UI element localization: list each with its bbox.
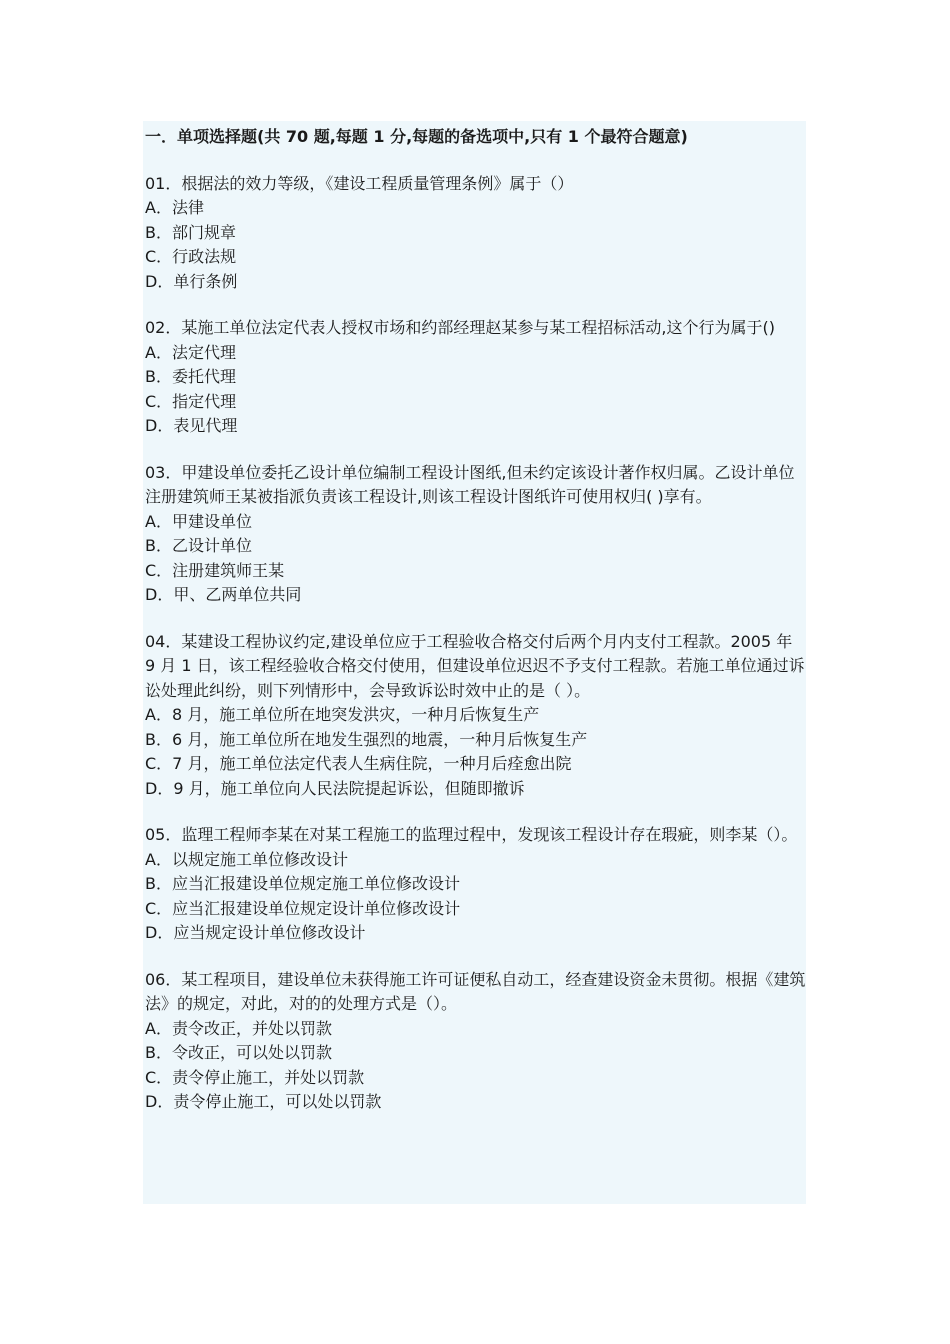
option-d: D．9 月，施工单位向人民法院提起诉讼，但随即撤诉 bbox=[145, 778, 525, 798]
option-a: A．甲建设单位 bbox=[145, 511, 252, 531]
question-05 bbox=[145, 823, 806, 946]
question-stem: 03．甲建设单位委托乙设计单位编制工程设计图纸,但未约定该设计著作权归属。乙设计单位注册建筑师王某被指派负责该工程设计,则该工程设计图纸许可使用权归( )享有。 bbox=[145, 462, 795, 506]
option-c: C．指定代理 bbox=[145, 391, 237, 411]
option-a: A．8 月，施工单位所在地突发洪灾，一种月后恢复生产 bbox=[145, 705, 540, 724]
option-a: A．责令改正，并处以罚款 bbox=[145, 1018, 332, 1038]
option-d: D．责令停止施工，可以处以罚款 bbox=[145, 1092, 382, 1111]
option-c: C．责令停止施工，并处以罚款 bbox=[145, 1067, 365, 1087]
option-a: A．法律 bbox=[145, 198, 204, 217]
option-c: C．注册建筑师王某 bbox=[145, 560, 285, 580]
question-stem: 02．某施工单位法定代表人授权市场和约部经理赵某参与某工程招标活动,这个行为属于() bbox=[145, 318, 775, 337]
option-b: B．乙设计单位 bbox=[145, 536, 252, 555]
option-a: A．以规定施工单位修改设计 bbox=[145, 849, 348, 869]
option-c: C．行政法规 bbox=[145, 247, 237, 266]
question-stem: 06．某工程项目，建设单位未获得施工许可证便私自动工，经查建设资金未贯彻。根据《建筑法》的规定，对此，对的的处理方式是（）。 bbox=[145, 969, 806, 1013]
question-stem: 05．监理工程师李某在对某工程施工的监理过程中，发现该工程设计存在瑕疵，则李某（）。 bbox=[145, 825, 798, 844]
option-d: D．表见代理 bbox=[145, 416, 238, 435]
option-c: C．7 月，施工单位法定代表人生病住院，一种月后痊愈出院 bbox=[145, 754, 572, 773]
question-03 bbox=[145, 461, 806, 608]
option-d: D．应当规定设计单位修改设计 bbox=[145, 923, 366, 942]
question-01 bbox=[145, 172, 806, 295]
question-02 bbox=[145, 316, 806, 439]
option-b: B．委托代理 bbox=[145, 367, 236, 386]
option-b: B．部门规章 bbox=[145, 222, 236, 242]
option-b: B．令改正，可以处以罚款 bbox=[145, 1043, 332, 1062]
option-a: A．法定代理 bbox=[145, 342, 236, 362]
option-c: C．应当汇报建设单位规定设计单位修改设计 bbox=[145, 898, 461, 918]
option-d: D．单行条例 bbox=[145, 271, 238, 291]
content-area bbox=[143, 121, 806, 1204]
option-d: D．甲、乙两单位共同 bbox=[145, 585, 302, 604]
question-04 bbox=[145, 630, 806, 802]
section-title: 一．单项选择题(共 70 题,每题 1 分,每题的备选项中,只有 1 个最符合题意) bbox=[145, 127, 688, 146]
question-stem: 04．某建设工程协议约定,建设单位应于工程验收合格交付后两个月内支付工程款。2005 年 9 月 1 日，该工程经验收合格交付使用，但建设单位迟迟不予支付工程款。若施工单位通过诉讼处理此纠纷，则下列情形中，会导致诉讼时效中止的是（ ）。 bbox=[145, 631, 805, 700]
option-b: B．应当汇报建设单位规定施工单位修改设计 bbox=[145, 874, 460, 893]
option-b: B．6 月，施工单位所在地发生强烈的地震，一种月后恢复生产 bbox=[145, 729, 588, 749]
question-06 bbox=[145, 968, 806, 1115]
question-stem: 01．根据法的效力等级，《建设工程质量管理条例》属于（） bbox=[145, 173, 574, 193]
